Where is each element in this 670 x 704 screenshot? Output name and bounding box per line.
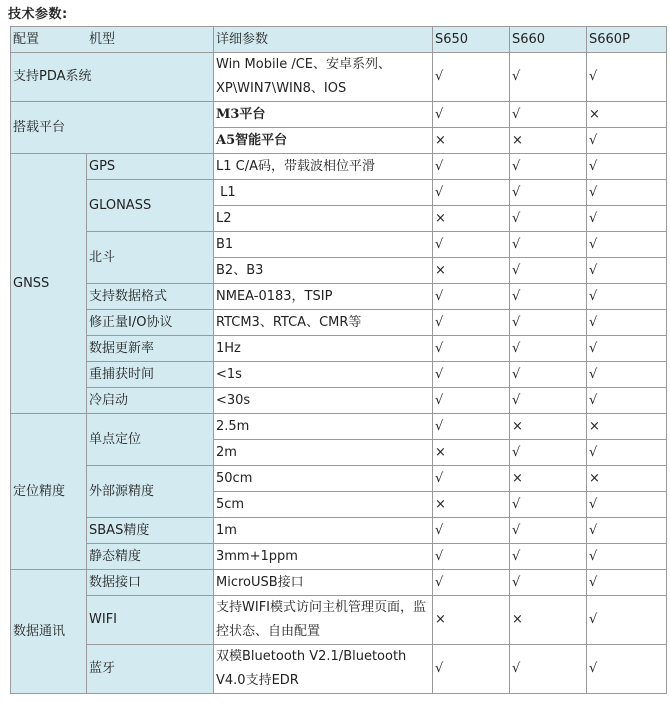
category-cell: 数据通讯 [11,570,87,694]
detail-cell: B1 [214,232,433,258]
mark-cell: √ [433,544,510,570]
category-cell: 搭载平台 [11,102,214,154]
mark-cell: √ [433,336,510,362]
mark-cell: √ [587,310,667,336]
table-row [11,284,667,310]
table-row [11,310,667,336]
detail-cell: RTCM3、RTCA、CMR等 [214,310,433,336]
mark-cell: × [587,466,667,492]
mark-cell: √ [433,518,510,544]
mark-cell: √ [433,362,510,388]
mark-cell: √ [510,284,587,310]
mark-cell: √ [433,388,510,414]
detail-cell: 双模Bluetooth V2.1/Bluetooth V4.0支持EDR [214,645,433,694]
category-cell: GNSS [11,154,87,414]
mark-cell: × [510,128,587,154]
mark-cell: √ [510,440,587,466]
mark-cell: √ [510,53,587,102]
mark-cell: × [433,128,510,154]
detail-cell: <30s [214,388,433,414]
table-row [11,180,667,206]
detail-cell: <1s [214,362,433,388]
mark-cell: √ [510,544,587,570]
table-row [11,232,667,258]
table-row [11,570,667,596]
header-config-model [11,27,214,53]
mark-cell: × [433,440,510,466]
table-row [11,596,667,645]
subcategory-cell: SBAS精度 [87,518,214,544]
subcategory-cell: 数据更新率 [87,336,214,362]
mark-cell: √ [510,154,587,180]
mark-cell: × [433,492,510,518]
detail-cell: NMEA-0183，TSIP [214,284,433,310]
table-row [11,388,667,414]
detail-cell: 2m [214,440,433,466]
header-config: 配置 [13,31,40,47]
mark-cell: √ [587,596,667,645]
detail-cell: 3mm+1ppm [214,544,433,570]
mark-cell: √ [510,518,587,544]
subcategory-cell: 蓝牙 [87,645,214,694]
mark-cell: √ [433,53,510,102]
subcategory-cell: 修正量I/O协议 [87,310,214,336]
subcategory-cell: 外部源精度 [87,466,214,518]
subcategory-cell: 数据接口 [87,570,214,596]
mark-cell: √ [587,232,667,258]
detail-cell: L1 C/A码，带载波相位平滑 [214,154,433,180]
table-row [11,53,667,102]
subcategory-cell: GPS [87,154,214,180]
mark-cell: √ [587,336,667,362]
mark-cell: √ [510,102,587,128]
mark-cell: √ [510,180,587,206]
detail-cell: M3平台 [214,102,433,128]
mark-cell: √ [433,570,510,596]
subcategory-cell: WIFI [87,596,214,645]
mark-cell: √ [587,388,667,414]
mark-cell: √ [510,258,587,284]
subcategory-cell: 重捕获时间 [87,362,214,388]
mark-cell: √ [587,128,667,154]
mark-cell: √ [587,440,667,466]
mark-cell: √ [510,310,587,336]
mark-cell: √ [587,645,667,694]
subcategory-cell: 冷启动 [87,388,214,414]
mark-cell: √ [433,102,510,128]
detail-cell: 5cm [214,492,433,518]
mark-cell: × [510,466,587,492]
subcategory-cell: 支持数据格式 [87,284,214,310]
mark-cell: √ [510,232,587,258]
detail-cell: 支持WIFI模式访问主机管理页面，监控状态、自由配置 [214,596,433,645]
mark-cell: × [433,596,510,645]
detail-cell: 50cm [214,466,433,492]
mark-cell: √ [587,180,667,206]
mark-cell: × [510,596,587,645]
mark-cell: √ [587,53,667,102]
table-row [11,518,667,544]
table-row [11,414,667,440]
section-heading: 技术参数: [8,7,68,22]
mark-cell: × [433,206,510,232]
table-row [11,102,667,128]
mark-cell: × [510,414,587,440]
detail-cell: L2 [214,206,433,232]
mark-cell: √ [587,518,667,544]
detail-cell: 2.5m [214,414,433,440]
mark-cell: √ [510,362,587,388]
table-row [11,154,667,180]
mark-cell: √ [510,388,587,414]
table-row [11,544,667,570]
spec-table [10,26,667,694]
subcategory-cell: GLONASS [87,180,214,232]
detail-cell: A5智能平台 [214,128,433,154]
mark-cell: × [587,414,667,440]
mark-cell: √ [433,645,510,694]
category-cell: 定位精度 [11,414,87,570]
detail-cell: 1Hz [214,336,433,362]
table-row [11,645,667,694]
mark-cell: × [433,258,510,284]
detail-cell: Win Mobile /CE、安卓系列、XP\WIN7\WIN8、IOS [214,53,433,102]
table-row [11,466,667,492]
mark-cell: √ [433,310,510,336]
detail-cell: MicroUSB接口 [214,570,433,596]
mark-cell: √ [510,492,587,518]
header-detail: 详细参数 [214,27,433,53]
header-model-s660: S660 [510,27,587,53]
mark-cell: √ [433,466,510,492]
mark-cell: √ [510,336,587,362]
mark-cell: √ [433,284,510,310]
mark-cell: √ [510,570,587,596]
header-row [11,27,667,53]
mark-cell: √ [587,544,667,570]
header-model-s650: S650 [433,27,510,53]
subcategory-cell: 北斗 [87,232,214,284]
detail-cell: B2、B3 [214,258,433,284]
mark-cell: √ [587,258,667,284]
category-cell: 支持PDA系统 [11,53,214,102]
mark-cell: √ [433,414,510,440]
mark-cell: √ [433,180,510,206]
mark-cell: √ [510,206,587,232]
subcategory-cell: 静态精度 [87,544,214,570]
mark-cell: √ [587,492,667,518]
subcategory-cell: 单点定位 [87,414,214,466]
mark-cell: √ [433,154,510,180]
table-row [11,362,667,388]
header-model: 机型 [89,31,116,47]
mark-cell: √ [587,362,667,388]
mark-cell: √ [510,645,587,694]
table-row [11,336,667,362]
header-model-s660p: S660P [587,27,667,53]
detail-cell: L1 [214,180,433,206]
detail-cell: 1m [214,518,433,544]
mark-cell: √ [587,206,667,232]
mark-cell: × [587,102,667,128]
mark-cell: √ [433,232,510,258]
mark-cell: √ [587,154,667,180]
mark-cell: √ [587,570,667,596]
mark-cell: √ [587,284,667,310]
